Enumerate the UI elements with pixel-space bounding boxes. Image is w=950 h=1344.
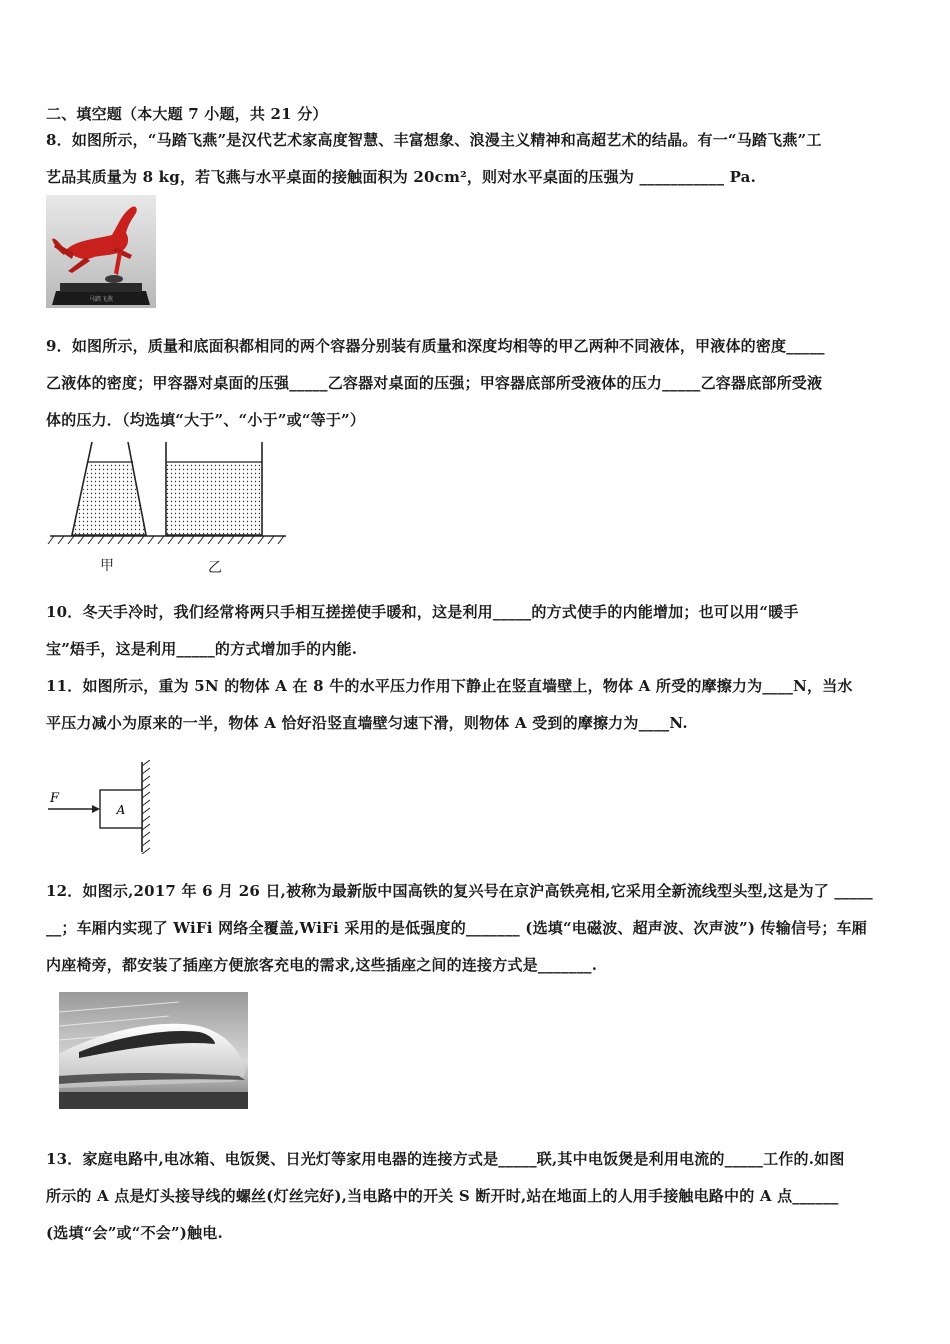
containers-diagram (46, 440, 291, 550)
q11-line-1: 11．如图所示，重为 5N 的物体 A 在 8 牛的水平压力作用下静止在竖直墙壁上，物体 A 所受的摩擦力为____N，当水 (46, 677, 853, 695)
q9-line-1: 9．如图所示，质量和底面积都相同的两个容器分别装有质量和深度均相等的甲乙两种不同液体，甲液体的密度_____ (46, 337, 825, 355)
q9-line-3: 体的压力．（均选填“大于”、“小于”或“等于”） (46, 411, 366, 429)
q8-line-1: 8．如图所示，“马踏飞燕”是汉代艺术家高度智慧、丰富想象、浪漫主义精神和高超艺术的结晶。有一“马踏飞燕”工 (46, 131, 822, 149)
q11-line-2: 平压力减小为原来的一半，物体 A 恰好沿竖直墙壁匀速下滑，则物体 A 受到的摩擦力为____N. (46, 714, 688, 732)
q8-line-2: 艺品其质量为 8 kg，若飞燕与水平桌面的接触面积为 20cm²，则对水平桌面的压强为 ___________ Pa. (46, 168, 756, 186)
q12-line-1: 12．如图示,2017 年 6 月 26 日,被称为最新版中国高铁的复兴号在京沪高铁亮相,它采用全新流线型头型,这是为了 _____ (46, 882, 873, 900)
q12-line-2: __；车厢内实现了 WiFi 网络全覆盖,WiFi 采用的是低强度的_______ (选填“电磁波、超声波、次声波”) 传输信号；车厢 (46, 919, 867, 937)
q13-line-2: 所示的 A 点是灯头接导线的螺丝(灯丝完好),当电路中的开关 S 断开时,站在地面上的人用手接触电路中的 A 点______ (46, 1187, 839, 1205)
q9-line-2: 乙液体的密度；甲容器对桌面的压强_____乙容器对桌面的压强；甲容器底部所受液体的压力_____乙容器底部所受液 (46, 374, 823, 392)
q12-line-3: 内座椅旁，都安装了插座方便旅客充电的需求,这些插座之间的连接方式是_______. (46, 956, 598, 974)
q10-line-2: 宝”焐手，这是利用_____的方式增加手的内能. (46, 640, 358, 658)
q10-line-1: 10．冬天手冷时，我们经常将两只手相互搓搓使手暖和，这是利用_____的方式使手的内能增加；也可以用“暖手 (46, 603, 799, 621)
section-title: 二、填空题（本大题 7 小题，共 21 分） (46, 105, 328, 123)
q13-line-3: (选填“会”或“不会”)触电. (46, 1224, 223, 1242)
horse-statue-image (46, 195, 156, 308)
force-label: F (50, 791, 60, 806)
container-label-b: 乙 (208, 560, 222, 576)
q13-line-1: 13．家庭电路中,电冰箱、电饭煲、日光灯等家用电器的连接方式是_____联,其中电饭煲是利用电流的_____工作的.如图 (46, 1150, 845, 1168)
block-on-wall-diagram (46, 760, 158, 854)
plaque-text: 马踏飞燕 (88, 296, 114, 303)
container-label-a: 甲 (100, 558, 114, 574)
high-speed-train-image (59, 992, 248, 1109)
block-label: A (116, 803, 126, 817)
